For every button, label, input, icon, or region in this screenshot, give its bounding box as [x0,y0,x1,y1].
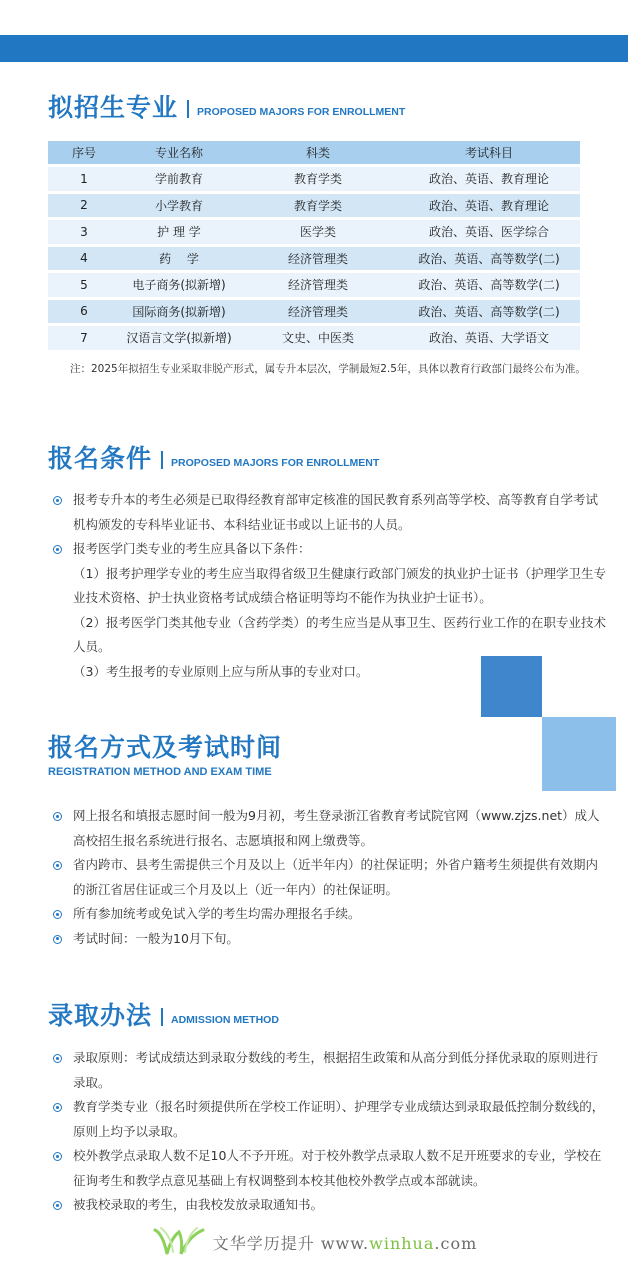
table-cell: 政治、英语、大学语文 [398,326,580,350]
list-item [50,1144,610,1193]
table-row [48,273,580,297]
majors-note: 注：2025年拟招生专业采取非脱产形式，属专升本层次，学制最短2.5年，具体以教育行政部门最终公布为准。 [70,363,586,375]
bullet-circle-icon [53,935,62,944]
section-subtitle: ADMISSION METHOD [171,1014,279,1026]
bullet-circle-icon [53,861,62,870]
list-item [50,537,610,562]
bullet-circle-icon [53,910,62,919]
list-item-text: 考试时间：一般为10月下旬。 [73,930,239,946]
winhua-logo-icon [151,1224,207,1260]
section-title: 报名方式及考试时间 [48,733,283,762]
top-banner-band [0,35,628,62]
table-cell: 汉语言文学(拟新增) [120,326,238,350]
title-divider [187,100,189,118]
bullet-circle-icon [53,812,62,821]
section-subtitle: REGISTRATION METHOD AND EXAM TIME [48,766,272,778]
table-row [48,247,580,271]
table-cell: 护 理 学 [120,220,238,244]
list-item-text: 教育学类专业（报名时须提供所在学校工作证明）、护理学专业成绩达到录取最低控制分数线的，原则上均予以录取。 [73,1099,605,1139]
list-item [50,488,610,537]
table-cell: 小学教育 [120,194,238,218]
table-cell: 2 [48,194,120,218]
majors-table [48,138,580,353]
list-item-text: 校外教学点录取人数不足10人不予开班。对于校外教学点录取人数不足开班要求的专业，学校在征询考生和教学点意见基础上有权调整到本校其他校外教学点或本部就读。 [73,1148,602,1188]
footer-url-accent: winhua [369,1233,435,1253]
footer-url-prefix: www. [320,1233,370,1253]
table-cell: 政治、英语、医学综合 [398,220,580,244]
header-cell: 序号 [48,141,120,164]
table-row [48,167,580,191]
list-item-text: 录取原则：考试成绩达到录取分数线的考生，根据招生政策和从高分到低分择优录取的原则进行录取。 [73,1050,599,1090]
condition-detail: （3）考生报考的专业原则上应与所从事的专业对口。 [73,663,369,679]
section-header-majors [48,94,405,122]
title-divider [161,451,163,469]
table-cell: 教育学类 [238,194,398,218]
section-header-registration [48,734,282,762]
registration-list [50,804,610,951]
bullet-circle-icon [53,545,62,554]
section-title: 录取办法 [48,1001,153,1030]
admission-list [50,1046,610,1218]
table-row [48,194,580,218]
table-cell: 学前教育 [120,167,238,191]
list-item-text: 省内跨市、县考生需提供三个月及以上（近半年内）的社保证明；外省户籍考生须提供有效期内的浙江省居住证或三个月及以上（近一年内）的社保证明。 [73,857,599,897]
list-item-text: 所有参加统考或免试入学的考生均需办理报名手续。 [73,906,361,921]
table-cell: 3 [48,220,120,244]
list-item [50,1095,610,1144]
section-title: 拟招生专业 [48,93,179,122]
bullet-circle-icon [53,1201,62,1210]
footer-watermark [0,1222,628,1262]
table-cell: 5 [48,273,120,297]
table-row [48,220,580,244]
decorative-square [481,656,542,717]
table-cell: 7 [48,326,120,350]
condition-detail: （1）报考护理学专业的考生应当取得省级卫生健康行政部门颁发的执业护士证书（护理学卫生专业技术资格、护士执业资格考试成绩合格证明等均不能作为执业护士证书）。 [73,565,606,605]
table-cell: 经济管理类 [238,273,398,297]
section-header-admission [48,1002,279,1030]
list-item-text: 网上报名和填报志愿时间一般为9月初，考生登录浙江省教育考试院官网（www.zjzs.net）成人高校招生报名系统进行报名、志愿填报和网上缴费等。 [73,808,600,848]
list-item-text: 报考专升本的考生必须是已取得经教育部审定核准的国民教育系列高等学校、高等教育自学考试机构颁发的专科毕业证书、本科结业证书或以上证书的人员。 [73,492,599,532]
section-subtitle: PROPOSED MAJORS FOR ENROLLMENT [171,457,380,469]
title-divider [161,1008,163,1026]
list-item [50,853,610,902]
header-cell: 专业名称 [120,141,238,164]
list-item [50,804,610,853]
table-cell: 药 学 [120,247,238,271]
footer-url-suffix: .com [434,1233,478,1253]
bullet-circle-icon [53,1054,62,1063]
table-cell: 国际商务(拟新增) [120,300,238,324]
decorative-square [542,717,616,791]
condition-detail: （2）报考医学门类其他专业（含药学类）的考生应当是从事卫生、医药行业工作的在职专业技术人员。 [73,614,606,654]
bullet-circle-icon [53,1152,62,1161]
table-cell: 6 [48,300,120,324]
section-title: 报名条件 [48,444,153,473]
table-cell: 政治、英语、教育理论 [398,167,580,191]
list-item [50,1046,610,1095]
table-row [48,300,580,324]
table-cell: 政治、英语、高等数学(二) [398,247,580,271]
header-cell: 考试科目 [398,141,580,164]
table-cell: 文史、中医类 [238,326,398,350]
table-cell: 政治、英语、高等数学(二) [398,300,580,324]
footer-brand: 文华学历提升 [212,1233,315,1253]
footer-brand-text [213,1231,478,1254]
table-cell: 政治、英语、高等数学(二) [398,273,580,297]
list-item [50,902,610,927]
table-cell: 医学类 [238,220,398,244]
list-item-text: 报考医学门类专业的考生应具备以下条件： [73,541,311,556]
table-row [48,326,580,350]
list-item [50,927,610,952]
conditions-list [50,488,610,684]
bullet-circle-icon [53,1103,62,1112]
table-cell: 教育学类 [238,167,398,191]
table-cell: 电子商务(拟新增) [120,273,238,297]
section-header-conditions [48,445,379,473]
table-cell: 4 [48,247,120,271]
table-cell: 经济管理类 [238,300,398,324]
bullet-circle-icon [53,496,62,505]
section-subtitle: PROPOSED MAJORS FOR ENROLLMENT [197,106,406,118]
table-cell: 1 [48,167,120,191]
table-cell: 政治、英语、教育理论 [398,194,580,218]
list-item-text: 被我校录取的考生，由我校发放录取通知书。 [73,1197,324,1212]
header-cell: 科类 [238,141,398,164]
table-cell: 经济管理类 [238,247,398,271]
table-header-row [48,141,580,164]
list-item [50,1193,610,1218]
